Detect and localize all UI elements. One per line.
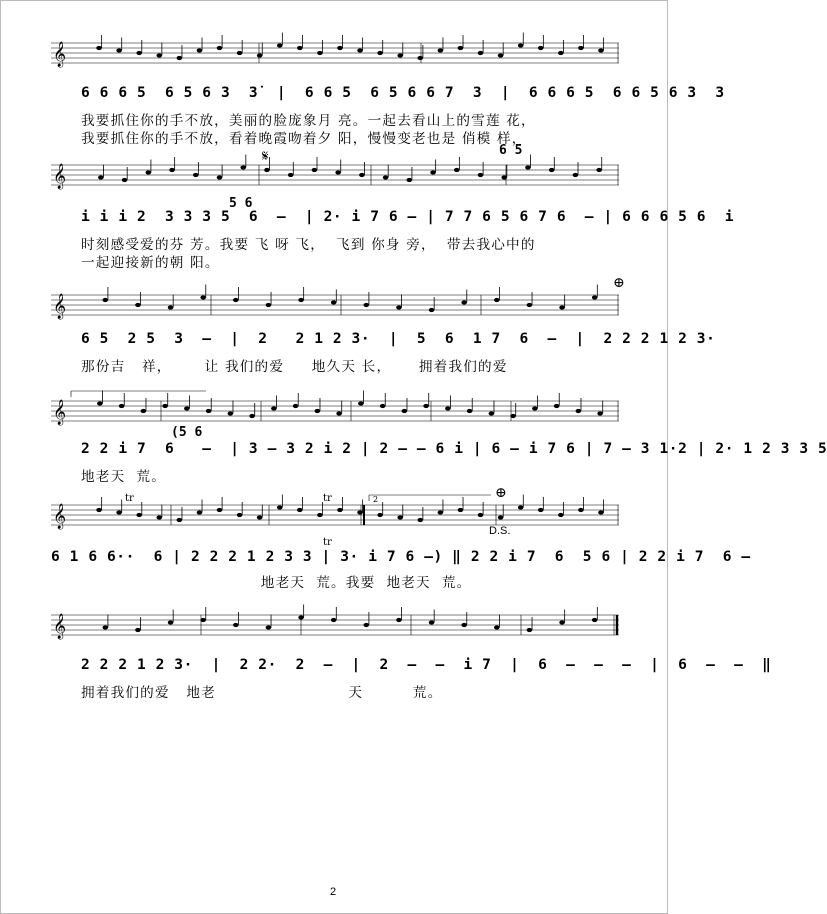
notehead: [116, 510, 122, 514]
notehead: [336, 411, 342, 415]
notehead: [559, 305, 565, 309]
jianpu-line-4: 2 2 i 7 6 — | 3 — 3 2 i 2 | 2 — — 6 i | 6 — i 7 6 | 7 — 3 1·2 | 2· 1 2 3 3 5: [81, 441, 827, 457]
notehead: [402, 409, 408, 413]
notehead: [364, 303, 370, 307]
notehead: [438, 510, 444, 514]
coda-icon-2: ⊕: [495, 485, 507, 501]
notehead: [597, 411, 603, 415]
lyric-line-2b: 一起迎接新的朝 阳。: [81, 255, 220, 271]
notehead: [271, 406, 277, 410]
notehead: [98, 175, 104, 179]
notehead: [237, 51, 243, 55]
notehead: [554, 404, 560, 408]
notehead: [527, 628, 533, 632]
notehead: [156, 53, 162, 57]
notehead: [417, 518, 423, 522]
notehead: [277, 505, 283, 509]
notehead: [458, 46, 464, 50]
staff-4: [51, 397, 619, 437]
notehead: [445, 406, 451, 410]
notehead: [518, 505, 524, 509]
notehead: [558, 513, 564, 517]
notehead: [177, 518, 183, 522]
lyric-line-1a: 我要抓住你的手不放，美丽的脸庞象月 亮。一起去看山上的雪莲 花，: [81, 113, 536, 129]
notehead: [146, 170, 152, 174]
notehead: [249, 414, 255, 418]
jianpu-line-2: i i i 2 3 3 3 5 6 — | 2· i 7 6 — | 7 7 6 5 6 7 6 — | 6 6 6 5 6 i: [81, 209, 735, 225]
notehead: [396, 618, 402, 622]
notehead: [288, 173, 294, 177]
svg-text:𝄞: 𝄞: [53, 504, 67, 529]
trill-mark-3: tr: [323, 537, 332, 548]
notehead: [383, 175, 389, 179]
notehead: [538, 46, 544, 50]
lyric-line-6: 拥着我们的爱 地老 天 荒。: [81, 685, 443, 701]
notehead: [494, 625, 500, 629]
notehead: [297, 46, 303, 50]
notehead: [141, 409, 147, 413]
notehead: [317, 513, 323, 517]
jianpu-line-5: 6 1 6 6·· 6 | 2 2 2 1 2 3 3 | 3· i 7 6 —) ‖ 2 2 i 7 6 5 6 | 2 2 i 7 6 —: [51, 549, 751, 565]
svg-text:𝄞: 𝄞: [53, 400, 67, 425]
notehead: [525, 165, 531, 169]
notehead: [461, 300, 467, 304]
notehead: [576, 409, 582, 413]
notehead: [197, 48, 203, 52]
notehead: [266, 303, 272, 307]
ds-marking: D.S.: [489, 525, 511, 537]
notehead: [200, 618, 206, 622]
notehead: [559, 620, 565, 624]
notehead: [377, 51, 383, 55]
notehead: [200, 295, 206, 299]
notehead: [168, 620, 174, 624]
notehead: [103, 298, 109, 302]
notehead: [177, 56, 183, 60]
notehead: [264, 168, 270, 172]
staff-3: [51, 291, 619, 331]
jianpu-above-4: (5 6: [171, 425, 203, 440]
notehead: [337, 46, 343, 50]
notehead: [312, 168, 318, 172]
notehead: [135, 628, 141, 632]
notehead: [136, 513, 142, 517]
notehead: [478, 173, 484, 177]
notehead: [458, 508, 464, 512]
lyric-line-4: 地老天 荒。: [81, 469, 167, 485]
notehead: [467, 409, 473, 413]
segno-icon: 𝄋: [262, 147, 269, 165]
notehead: [257, 515, 263, 519]
notehead: [277, 43, 283, 47]
notehead: [298, 615, 304, 619]
notehead: [478, 51, 484, 55]
notehead: [549, 168, 555, 172]
staff-2: [51, 161, 619, 201]
svg-text:𝄞: 𝄞: [53, 294, 67, 319]
notehead: [298, 298, 304, 302]
notehead: [596, 168, 602, 172]
notehead: [217, 175, 223, 179]
trill-mark-2: tr: [323, 493, 332, 504]
notehead: [217, 46, 223, 50]
trill-mark-1: tr: [125, 493, 134, 504]
notehead: [297, 508, 303, 512]
notehead: [494, 298, 500, 302]
notehead: [169, 168, 175, 172]
notehead: [592, 618, 598, 622]
notehead: [518, 43, 524, 47]
notehead: [317, 51, 323, 55]
notehead: [396, 305, 402, 309]
notehead: [240, 165, 246, 169]
notehead: [592, 295, 598, 299]
jianpu-line-3: 6 5 2 5 3 — | 2 2 1 2 3· | 5 6 1 7 6 — | 2 2 2 1 2 3·: [81, 331, 716, 347]
lyric-line-5: 地老天 荒。我要 地老天 荒。: [51, 575, 472, 591]
notehead: [532, 406, 538, 410]
notehead: [257, 53, 263, 57]
notehead: [430, 170, 436, 174]
notehead: [96, 46, 102, 50]
notehead: [478, 513, 484, 517]
jianpu-line-1: 6 6 6 5 6 5 6 3 3̇ | 6 6 5 6 5 6 6 7 3 | 6 6 6 5 6 6 5 6 3 3: [81, 85, 725, 101]
notehead: [136, 51, 142, 55]
notehead: [538, 508, 544, 512]
notehead: [162, 404, 168, 408]
staff-5: [51, 501, 619, 541]
notehead: [122, 178, 128, 182]
notehead: [357, 510, 363, 514]
notehead: [438, 48, 444, 52]
notehead: [233, 298, 239, 302]
jianpu-line-6: 2 2 2 1 2 3· | 2 2· 2 — | 2 — — i 7 | 6 — — — | 6 — — ‖: [81, 657, 772, 673]
notehead: [578, 508, 584, 512]
notehead: [156, 515, 162, 519]
notehead: [97, 401, 103, 405]
svg-text:𝄞: 𝄞: [53, 164, 67, 189]
notehead: [558, 51, 564, 55]
notehead: [578, 46, 584, 50]
notehead: [96, 508, 102, 512]
notehead: [461, 623, 467, 627]
notehead: [168, 305, 174, 309]
notehead: [498, 53, 504, 57]
notehead: [454, 168, 460, 172]
volta-2-label: 2: [373, 495, 379, 504]
coda-icon: ⊕: [613, 275, 625, 291]
jianpu-above-2b: 6 5: [499, 143, 523, 158]
notehead: [119, 404, 125, 408]
staff-1: [51, 39, 619, 79]
notehead: [233, 623, 239, 627]
notehead: [359, 173, 365, 177]
notehead: [193, 173, 199, 177]
notehead: [358, 401, 364, 405]
notehead: [573, 173, 579, 177]
page-number: 2: [330, 886, 337, 898]
svg-text:𝄞: 𝄞: [53, 614, 67, 639]
notehead: [315, 409, 321, 413]
notehead: [266, 625, 272, 629]
lyric-line-3: 那份吉 祥， 让 我们的爱 地久天 长， 拥着我们的爱: [81, 359, 508, 375]
notehead: [429, 620, 435, 624]
notehead: [116, 48, 122, 52]
notehead: [598, 510, 604, 514]
notehead: [331, 300, 337, 304]
notehead: [417, 56, 423, 60]
notehead: [103, 625, 109, 629]
svg-text:𝄞: 𝄞: [53, 42, 67, 67]
notehead: [527, 303, 533, 307]
notehead: [407, 178, 413, 182]
notehead: [397, 53, 403, 57]
notehead: [206, 409, 212, 413]
notehead: [510, 414, 516, 418]
notehead: [135, 303, 141, 307]
notehead: [337, 508, 343, 512]
jianpu-above-2a: 5 6: [229, 196, 253, 211]
lyric-line-1b: 我要抓住你的手不放，看着晚霞吻着夕 阳，慢慢变老也是 俏模 样，: [81, 131, 527, 147]
notehead: [377, 513, 383, 517]
notehead: [335, 170, 341, 174]
notehead: [489, 411, 495, 415]
notehead: [498, 515, 504, 519]
notehead: [184, 406, 190, 410]
notehead: [217, 508, 223, 512]
notehead: [293, 404, 299, 408]
notehead: [423, 404, 429, 408]
lyric-line-2a: 时刻感受爱的芬 芳。我要 飞 呀 飞， 飞到 你身 旁， 带去我心中的: [81, 237, 536, 253]
notehead: [364, 623, 370, 627]
notehead: [357, 48, 363, 52]
notehead: [331, 618, 337, 622]
notehead: [598, 48, 604, 52]
notehead: [501, 175, 507, 179]
staff-6: [51, 611, 619, 651]
notehead: [237, 513, 243, 517]
notehead: [397, 515, 403, 519]
notehead: [380, 404, 386, 408]
notehead: [429, 308, 435, 312]
notehead: [197, 510, 203, 514]
notehead: [228, 411, 234, 415]
